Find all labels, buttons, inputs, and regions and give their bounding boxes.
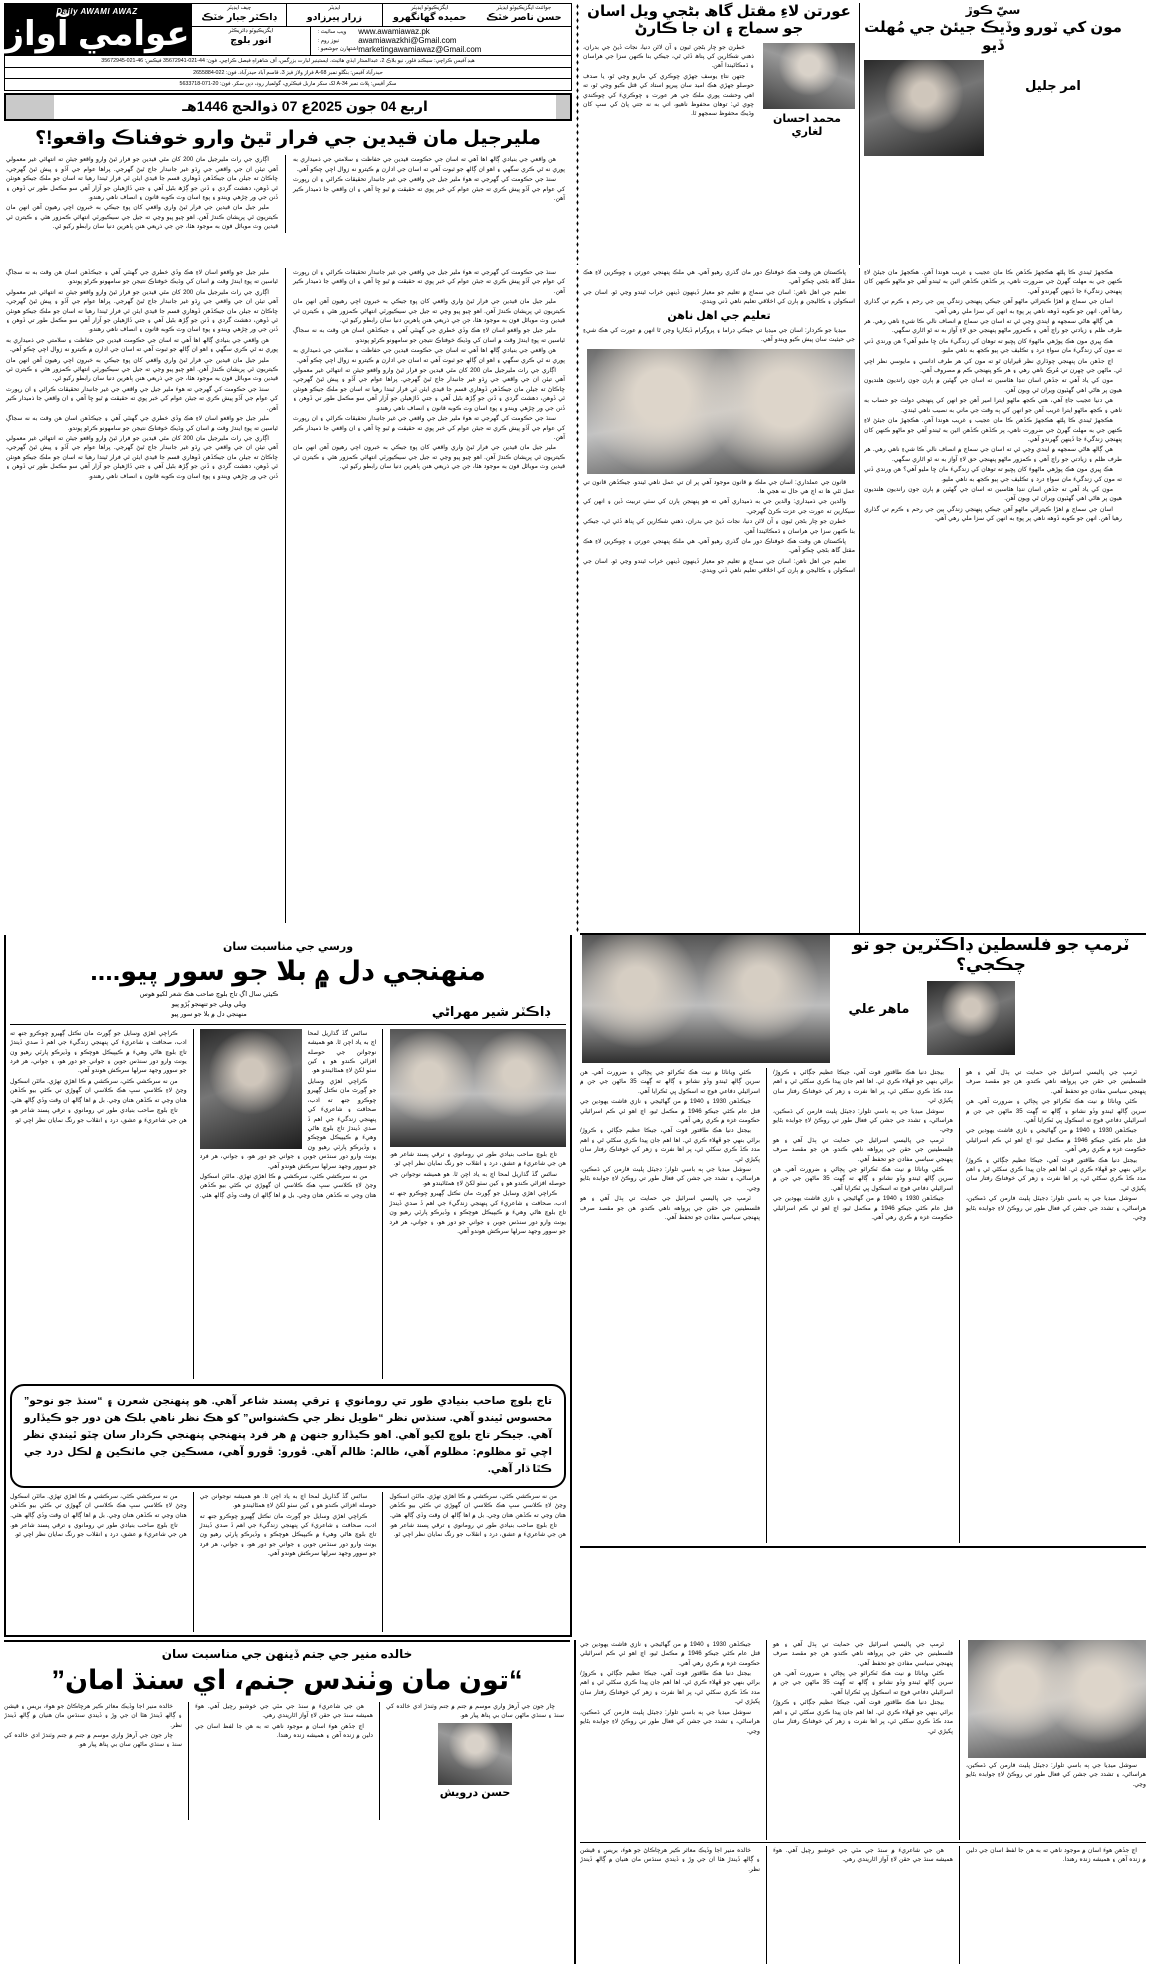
second-body-bottom [583,478,855,576]
contact-block [310,27,571,55]
manhinji-tail-3 [389,1492,566,1632]
lead-para: اڳاري جي رات مليرجيل مان 200 کان مٿي قيدين جو فرار ٿيڻ وارو واقعو جيئن ته انتهائي غير معمولي آهي تيئن ان جي واقعي جي رِڌو غير جانبدار جاج ٿيڻ گهرجي. پراها عوام جي آڏو ۽ پيش ٿيڻ گهرجي، چاڪاڻ ته جيلن مان جيڪڏهن ڏوهاري قسم جا قيدي ايئن ئي فرار ٿيندا رهيا ته اسان جو ملڪ جيڪو هونئن ئي ڏوهن، دهشت گردي ۽ ڏنن جو ڳڙھ بڻيل آهي ۽ جتي ڏاڙهيلن جو آزار آهي سو مڪمل طور تي ڏوهن ۽ ڏنن جي ور چڙهي ويندو ۽ پوءِ اسان وٽ ڪوبه قانون ۽ انصاف ناهي رهندو. [6,156,278,202]
lead-col-2 [293,155,565,232]
left-author: امر جليل [1025,78,1081,93]
second-subhead: تعليم جي اهل ناهن [667,309,771,322]
trump-para: ٽرمپ جي پاليسي اسرائيل جي حمايت تي ٻڌل آهي ۽ هو فلسطينين جي حقن جي پرواهه ناهي ڪندو. هن جو مقصد صرف پنهنجي سياسي مفادن جو تحفظ آهي. [773,1136,953,1163]
bottom-left-col3-text [966,1761,1146,1789]
bottom-para: ڪئي وياناٽا ۾ نيٺ هڪ ٽڪرائو جي پڄاڻي ۽ ضرورت آهي. هن سرين ڳالھ ٿيندو وڏو نشانو ۽ ڳالھ ته ڳهت 35 ماڻهن جي جن ۾ اسرائيلي دفاعي فوج ته اسڪول ڀي ٽڪرايا آهي. [773,1670,953,1696]
lead-para: ملير جيل مان قيدين جي فرار ٿيڻ واري واقعي کان پوءِ جيڪي به خبرون اچي رهيون آهن انهن مان ڪيتريون ئي پريشان ڪندڙ آهن. اهو چيو پيو وڃي ته جيل جي سيڪيورٽي انتهائي ڪمزور هئي ۽ ڪيترن ئي قيدين وٽ موبائل فون به موجود هئا، جن جي ذريعي هنن ٻاهرين دنيا سان رابطو رکيو ٿي. [6,204,278,231]
manhinji-para: تاج بلوچ صاحب بنيادي طور تي رومانوي ۽ ترقي پسند شاعر هو. هن جي شاعريءَ ۾ عشق، درد ۽ انقلاب جو رنگ نمايان نظر اچي ٿو. [389,1522,566,1539]
manhinji-para: تاج بلوچ صاحب بنيادي طور تي رومانوي ۽ ترقي پسند شاعر هو. هن جي شاعريءَ ۾ عشق، درد ۽ انقلاب جو رنگ نمايان نظر اچي ٿو. [10,1522,187,1539]
khalida-author: حسن درويش [439,1786,511,1799]
manhinji-para: ڪراچي اهڙي وسايل جو ڳورٿ مان نڪتل ڳهيرو چوڪرو جنھ ته ادب، صحافت ۽ شاعريءَ کي پنهنجي زندگيءَ جي اهم ڏ صدي ڏيندڙ تاج بلوچ هاڻي وهيءَ ۾ ڪيپيڪل هوچڪو ۽ وڏيرڪو پارٽي رهيو ون يونٽ وارو دور سنڌس جوبن ۽ جواني جو دور هو، ۽ جواني، هر فرد جو سوور وجهد سرلها سرڪش هوندو آهي. [199,1512,377,1558]
column-rule [574,1640,576,1964]
date-bar [4,93,572,121]
manhinji-para: من نه سرڪشي ڪئي، سرڪشي ۾ ڪا اهڙي تهڙي. مائٽن اسڪول وڃڻ لاءِ ڪلاسي سڀ هڪ ڪلاسي ان گهوڙي تي ڪئي بيو ڪڏھن هتان وڃي ته ڪڏھن هتان وڃي. بل ۾ اها ڳالھ ان وقت وڏي ڳالھ هئي. [10,1077,187,1104]
bottom-para: خالده منير اجا وڏيڪ معاثر ڪير هرچاڪاڻ جو هوءَ، بريس ۽ قيشن ۽ ڳالھ ڏيندڙ هئا ان جي وڙ ۽ ڏيندي سنڌس مان هنيان ۾ ڳالھ ڏيندڙ نظر. [580,1846,760,1873]
bottom-para: سوشل ميڊيا جي ٻه باسي تلوار: ڊجيٽل پليٽ فارمن کي ڌمڪين، هراساڻي، ۽ تشدد جي جشن کي فعال طور تي روڪڻ لاءِ جوابده بڻايو وڃي. [966,1761,1146,1788]
date-swatch-right [556,95,570,119]
bottom-left-col-2 [773,1640,953,1840]
lead-para: ملير جيل جو واقعو اسان لاءِ هڪ وڏي خطري جي گهنٽي آهي ۽ جيڪڏهن اسان هن وقت به نه سجاڳ ٿياسين ته پوءِ ايندڙ وقت ۾ اسان کي وڌيڪ خوفناڪ نتيجن جو سامهونو ڪرڻو پوندو. [6,415,278,432]
lead-para: اڳاري جي رات مليرجيل مان 200 کان مٿي قيدين جو فرار ٿيڻ وارو واقعو جيئن ته انتهائي غير معمولي آهي تيئن ان جي واقعي جي رِڌو غير جانبدار جاج ٿيڻ گهرجي. پراها عوام جي آڏو ۽ پيش ٿيڻ گهرجي، چاڪاڻ ته جيلن مان جيڪڏهن ڏوهاري قسم جا قيدي ايئن ئي فرار ٿيندا رهيا ته اسان جو ملڪ جيڪو هونئن ئي ڏوهن، دهشت گردي ۽ ڏنن جو ڳڙھ بڻيل آهي ۽ جتي ڏاڙهيلن جو آزار آهي سو مڪمل طور تي ڏوهن ۽ ڏنن جي ور چڙهي ويندو ۽ پوءِ اسان وٽ ڪوبه قانون ۽ انصاف ناهي رهندو. [6,288,278,334]
photo-mohammad-ehsan [763,43,855,109]
photo-woman-mic [968,1640,1146,1758]
manhinji-headline[interactable]: منهنجي دل ۾ بلا جو سور پيو.... [90,956,486,986]
lead-para: ملير جيل مان قيدين جي فرار ٿيڻ واري واقعي کان پوءِ جيڪي به خبرون اچي رهيون آهن انهن مان ڪيتريون ئي پريشان ڪندڙ آهن. اهو چيو پيو وڃي ته جيل جي سيڪيورٽي انتهائي ڪمزور هئي ۽ ڪيترن ئي قيدين وٽ موبائل فون به موجود هئا، جن جي ذريعي هنن ٻاهرين دنيا سان رابطو رکيو ٿي. [293,298,565,325]
trump-para: ڪئي وياناٽا ۾ نيٺ هڪ ٽڪرائو جي پڄاڻي ۽ ضرورت آهي. هن سرين ڳالھ ٿيندو وڏو نشانو ۽ ڳالھ ته ڳهت 35 ماڻهن جي جن ۾ اسرائيلي دفاعي فوج ته اسڪول ڀي ٽڪرايا آهي. [773,1166,953,1192]
photo-hasan-darvesh [438,1723,512,1785]
newspaper-logo[interactable] [4,3,190,56]
second-para: ميڊيا جو ڪردار: اسان جي ميڊيا تي جيڪي ڊراما ۽ پروگرام ڏيکاريا وڃن ٿا انهن ۾ عورت کي هڪ شيءِ جي حيثيت سان پيش ڪيو ويندو آهي. [583,326,855,344]
article-manhinji [4,935,572,1637]
bottom-para: بيجتل دنيا هڪ طاقتور قوت آهي، جيڪا عظيم جڳائي ۽ ڪروڙ/ برائي بنهي جو ڦهلاء ڪري ٿي. اها اهم جان پيدا ڪري سکڻي ٿي ۽ اهم مدد ڪڏ ڪري سکڻي ٿي، پر اها نفرت ۽ زهر کي خوفناڪ رفتار سان پکيڙي ٿي. [580,1670,760,1706]
photo-sher-mehrani [200,1029,302,1149]
second-para: خطرن جو چار بڻجن ٿيون ۽ آن لائن دنيا، نجات ڏيڻ جي بدران، ذهني شڪارين کي پناھ ڏئي ٿي، جيڪي بنا ڪنهن سزا جي هراسان ۽ ڌمڪائيندا آهن. [583,518,855,535]
lead-para: ملير جيل جو واقعو اسان لاءِ هڪ وڏي خطري جي گهنٽي آهي ۽ جيڪڏهن اسان هن وقت به نه سجاڳ ٿياسين ته پوءِ ايندڙ وقت ۾ اسان کي وڌيڪ خوفناڪ نتيجن جو سامهونو ڪرڻو پوندو. [293,327,565,344]
staff-name: حسن ناصر خٽڪ [486,12,562,23]
lead-para: سنڌ جي حڪومت کي گهرجي ته هوءَ ملير جيل جي واقعي جي غير جانبدار تحقيقات ڪرائي ۽ ان رپورٽ کي عوام جي آڏو پيش ڪري ته جيئن عوام کي خبر پوي ته حقيقت ۾ ٿيو ڇا آهي ۽ ان واقعي جا ذميدار ڪير آهن. [293,176,565,203]
staff-role: ايڊيٽر [328,5,341,11]
manhinji-kicker: ورسي جي مناسبت سان [222,941,354,953]
second-author: محمد احسان لغاري [773,112,841,139]
lead-para: سنڌ جي حڪومت کي گهرجي ته هوءَ ملير جيل جي واقعي جي غير جانبدار تحقيقات ڪرائي ۽ ان رپورٽ کي عوام جي آڏو پيش ڪري ته جيئن عوام کي خبر پوي ته حقيقت ۾ ٿيو ڇا آهي ۽ ان واقعي جا ذميدار ڪير آهن. [6,385,278,412]
khalida-col-2 [195,1702,373,1820]
trump-para: ڪئي وياناٽا ۾ نيٺ هڪ ٽڪرائو جي پڄاڻي ۽ ضرورت آهي. هن سرين ڳالھ ٿيندو وڏو نشانو ۽ ڳالھ ته ڳهت 35 ماڻهن جي جن ۾ اسرائيلي دفاعي فوج ته اسڪول ڀي ٽڪرايا آهي. [580,1069,760,1095]
article-trump [580,935,1146,1548]
bottom-para: ٽرمپ جي پاليسي اسرائيل جي حمايت تي ٻڌل آهي ۽ هو فلسطينين جي حقن جي پرواهه ناهي ڪندو. هن جو مقصد صرف پنهنجي سياسي مفادن جو تحفظ آهي. [773,1640,953,1667]
contact-values [358,28,481,54]
bottom-para: سوشل ميڊيا جي ٻه باسي تلوار: ڊجيٽل پليٽ فارمن کي ڌمڪين، هراساڻي، ۽ تشدد جي جشن کي فعال طور تي روڪڻ لاءِ جوابده بڻايو وڃي. [580,1708,760,1735]
lead-para: اڳاري جي رات مليرجيل مان 200 کان مٿي قيدين جو فرار ٿيڻ وارو واقعو جيئن ته انتهائي غير معمولي آهي تيئن ان جي واقعي جي رِڌو غير جانبدار جاج ٿيڻ گهرجي. پراها عوام جي آڏو ۽ پيش ٿيڻ گهرجي، چاڪاڻ ته جيلن مان جيڪڏهن ڏوهاري قسم جا قيدي ايئن ئي فرار ٿيندا رهيا ته اسان جو ملڪ جيڪو هونئن ئي ڏوهن، دهشت گردي ۽ ڏنن جو ڳڙھ بڻيل آهي ۽ جتي ڏاڙهيلن جو آزار آهي سو مڪمل طور تي ڏوهن ۽ ڏنن جي ور چڙهي ويندو ۽ پوءِ اسان وٽ ڪوبه قانون ۽ انصاف ناهي رهندو. [6,434,278,480]
manhinji-para: ڪراچي اهڙي وسايل جو ڳورٿ مان نڪتل ڳهيرو چوڪرو جنھ ته ادب، صحافت ۽ شاعريءَ کي پنهنجي زندگيءَ جي اهم ڏ صدي ڏيندڙ تاج بلوچ هاڻي وهيءَ ۾ ڪيپيڪل هوچڪو ۽ وڏيرڪو پارٽي رهيو ون يونٽ وارو دور سنڌس جوبن ۽ جواني جو دور هو، ۽ جواني، هر فرد جو سوور وجهد سرلها سرڪش هوندو آهي. [389,1190,566,1236]
manhinji-para: ڪراچي اهڙي وسايل جو ڳورٿ مان نڪتل ڳهيرو چوڪرو جنھ ته ادب، صحافت ۽ شاعريءَ کي پنهنجي زندگيءَ جي اهم ڏ صدي ڏيندڙ تاج بلوچ هاڻي وهيءَ ۾ ڪيپيڪل هوچڪو ۽ وڏيرڪو پارٽي رهيو ون يونٽ وارو دور سنڌس جوبن ۽ جواني جو دور هو، ۽ جواني، هر فرد جو سوور وجهد سرلها سرڪش هوندو آهي. [199,1077,377,1170]
contact-labels [315,28,358,54]
staff-name: ڊاڪٽر جبار خٽڪ [201,12,277,23]
column-separator-dots [576,268,579,933]
photo-trump-netanyahu [582,935,830,1063]
manhinji-col-2 [200,1029,377,1379]
lead-para: اڳاري جي رات مليرجيل مان 200 کان مٿي قيدين جو فرار ٿيڻ وارو واقعو جيئن ته انتهائي غير معمولي آهي تيئن ان جي واقعي جي رِڌو غير جانبدار جاج ٿيڻ گهرجي. پراها عوام جي آڏو ۽ پيش ٿيڻ گهرجي، چاڪاڻ ته جيلن مان جيڪڏهن ڏوهاري قسم جا قيدي ايئن ئي فرار ٿيندا رهيا ته اسان جو ملڪ جيڪو هونئن ئي ڏوهن، دهشت گردي ۽ ڏنن جو ڳڙھ بڻيل آهي ۽ جتي ڏاڙهيلن جو آزار آهي سو مڪمل طور تي ڏوهن ۽ ڏنن جي ور چڙهي ويندو ۽ پوءِ اسان وٽ ڪوبه قانون ۽ انصاف ناهي رهندو. [293,367,565,412]
manhinji-col3-text [389,1150,566,1237]
second-headline[interactable]: عورتن لاءِ مقتل گاھ بڻجي ويل اسان جو سماج ۽ ان جا ڪارڻ [587,3,851,38]
khalida-col3-text [386,1702,564,1721]
left-para: هڪ ڀيري مون هڪ پوڙهي ماڻهوءَ کان پڇيو ته توهان کي زندگيءَ مان ڇا مليو آهي؟ هن ورندي ڏني ته مون کي زندگيءَ مان سواءِ درد ۽ تڪليف جي ٻيو ڪجھ به ناهي مليو. [864,466,1122,483]
bottom-left-block [580,1640,1146,1964]
lead-headline[interactable]: مليرجيل مان قيدين جي فرار ٿيڻ وارو خوفناڪ واقعو!؟ [35,127,541,149]
manhinji-para: تاج بلوچ صاحب بنيادي طور تي رومانوي ۽ ترقي پسند شاعر هو. هن جي شاعريءَ ۾ عشق، درد ۽ انقلاب جو رنگ نمايان نظر اچي ٿو. [10,1107,187,1124]
staff-executive-director [191,27,310,55]
value-newsroom-email[interactable]: awamiawazkhi@Gmail.com [358,35,457,45]
manhinji-para: ساڻس گڏ گذاريل لمحا اڄ به ياد اچن ٿا. هو هميشه نوجوانن جي حوصله افزائي ڪندو هو ۽ کين سٺو لکڻ لاءِ همٿائيندو هو. [389,1170,566,1188]
logo-sindhi: عوامي آواز [4,14,190,53]
khalida-para: چار جون جي آرهڙ واري موسم ۾ جنم ۾ جنم وٺندڙ ادي خالده کي سنڌ ۽ سنڌي ماڻهن سان بي پناھ پيار هو. [386,1702,564,1720]
staff-executive-editor [382,4,477,26]
verse-line: ويلي ويلي جو تنهنجو ٻُڙو پيو [171,1000,247,1008]
khalida-para: خالده منير اجا وڏيڪ معاثر ڪير هرچاڪاڻ جو هوءَ، بريس ۽ قيشن ۽ ڳالھ ڏيندڙ هئا ان جي وڙ ۽ ڏيندي سنڌس مان هنيان ۾ ڳالھ ڏيندڙ نظر. [4,1702,182,1729]
lead-para: هن واقعي جي بنيادي ڳالھ اها آهي ته اسان جي حڪومت قيدين جي حفاظت ۽ سلامتي جي ذميداري به پوري نه ٿي ڪري سگهي ۽ اهو ان ڳالھ جو ثبوت آهي ته اسان جي ادارن ۾ ڪيترو نه زوال اچي چڪو آهي. [293,156,565,173]
date-swatch [6,95,54,119]
left-kicker: سيّ ڪوڙ [965,3,1021,17]
trump-col-2 [773,1068,953,1543]
lead-para: ملير جيل مان قيدين جي فرار ٿيڻ واري واقعي کان پوءِ جيڪي به خبرون اچي رهيون آهن انهن مان ڪيتريون ئي پريشان ڪندڙ آهن. اهو چيو پيو وڃي ته جيل جي سيڪيورٽي انتهائي ڪمزور هئي ۽ ڪيترن ئي قيدين وٽ موبائل فون به موجود هئا، جن جي ذريعي هنن ٻاهرين دنيا سان رابطو رکيو ٿي. [6,356,278,383]
column-separator-dots [576,3,579,265]
second-article-body [583,268,855,933]
staff-role: ايگزيڪيوٽو ايڊيٽر [410,5,449,11]
address-head-office: هيڊ آفيس ڪراچي: سيڪنڊ فلور، نيو بلاڪ 2، عبدالستار ايڏي هائيٽ، ايستينبر لبارت بزرگس، آف شاهراهِ فيصل ڪراچي. فون: 44-021-35672941 فيڪس: 46-021-35672945 [4,56,572,67]
manhinji-para: من نه سرڪشي ڪئي، سرڪشي ۾ ڪا اهڙي تهڙي. مائٽن اسڪول وڃڻ لاءِ ڪلاسي سڀ هڪ ڪلاسي ان گهوڙي تي ڪئي بيو ڪڏھن هتان وڃي ته ڪڏھن هتان وڃي. بل ۾ اها ڳالھ ان وقت وڏي ڳالھ هئي. [199,1172,377,1199]
photo-women-pair [587,349,855,474]
trump-para: سوشل ميڊيا جي ٻه باسي تلوار: ڊجيٽل پليٽ فارمن کي ڌمڪين، هراساڻي، ۽ تشدد جي جشن کي فعال طور تي روڪڻ لاءِ جوابده بڻايو وڃي. [580,1166,760,1192]
staff-editor [286,4,381,26]
photo-sher-mehrani-event [390,1029,566,1147]
second-para: پاڪستان هن وقت هڪ خوفناڪ دور مان گذري رهيو آهي. هي ملڪ پنهنجي عورتن ۽ چوڪرين لاءِ هڪ مقتل گاھ بڻجي چڪو آهي. [583,538,855,555]
trump-headline[interactable]: ٽرمپ جو فلسطين ڊاڪٽرين جو تو چڪجي؟ [852,935,1130,975]
staff-name: حميده گهانگهرو [392,12,467,23]
label-newsroom: نيوز روم : [317,37,340,44]
article-khalida [4,1640,570,1820]
masthead [4,3,572,56]
left-para: هڪ ڀيري مون هڪ پوڙهي ماڻهوءَ کان پڇيو ته توهان کي زندگيءَ مان ڇا مليو آهي؟ هن ورندي ڏني ته مون کي زندگيءَ مان سواءِ درد ۽ تڪليف جي ٻيو ڪجھ به ناهي مليو. [864,337,1122,355]
trump-para: سوشل ميڊيا جي ٻه باسي تلوار: ڊجيٽل پليٽ فارمن کي ڌمڪين، هراساڻي، ۽ تشدد جي جشن کي فعال طور تي روڪڻ لاءِ جوابده بڻايو وڃي. [773,1107,953,1134]
bottom-para: اڄ جڏهن هوءَ اسان ۾ موجود ناهي ته به هن جا لفظ اسان جي دلين ۾ زنده آهن ۽ هميشه زنده رهندا. [966,1846,1146,1864]
trump-para: ٽرمپ جي پاليسي اسرائيل جي حمايت تي ٻڌل آهي ۽ هو فلسطينين جي حقن جي پرواهه ناهي ڪندو. هن جو مقصد صرف پنهنجي سياسي مفادن جو تحفظ آهي. [966,1069,1146,1095]
second-para: والدين جي ذميداري: والدين جي به ذميداري آهي ته هو پنهنجن ٻارن کي سٺي تربيت ڏين ۽ انهن کي سيکارين ته عورت جي عزت ڪرڻ گهرجي. [583,498,855,515]
staff-row-top [190,3,572,26]
staff-grid [190,3,572,56]
lead-para: هن واقعي جي بنيادي ڳالھ اها آهي ته اسان جي حڪومت قيدين جي حفاظت ۽ سلامتي جي ذميداري به پوري نه ٿي ڪري سگهي ۽ اهو ان ڳالھ جو ثبوت آهي ته اسان جي ادارن ۾ ڪيترو نه زوال اچي چڪو آهي. [6,336,278,354]
second-para: تعليم جي اهل ناهن: اسان جي سماج ۾ تعليم جو معيار ڏينهون ڏينهن خراب ٿيندو وڃي ٿو. اسان جي اسڪولن ۽ ڪاليجن ۾ ٻارن کي اخلاقي تعليم ناهي ڏني ويندي. [583,557,855,575]
value-website[interactable]: www.awamiawaz.pk [358,27,430,36]
trump-para: ٽرمپ جي پاليسي اسرائيل جي حمايت تي ٻڌل آهي ۽ هو فلسطينين جي حقن جي پرواهه ناهي ڪندو. هن جو مقصد صرف پنهنجي سياسي مفادن جو تحفظ آهي. [580,1195,760,1222]
khalida-kicker: خالده منير جي جنم ڏينهن جي مناسبت سان [161,1646,413,1661]
second-para: پاڪستان هن وقت هڪ خوفناڪ دور مان گذري رهيو آهي. هي ملڪ پنهنجي عورتن ۽ چوڪرين لاءِ هڪ مقتل گاھ بڻجي چڪو آهي. [583,269,855,286]
khalida-col-3 [386,1702,564,1820]
address-sukkur-office: سکر آفيس: پلاٽ نمبر 34-A لک سکر ماربل فيڪٽري، گولميار روڊ، دٻن سکر. فون: 20-071-5633718 [4,79,572,90]
bottom-left-col-3 [966,1640,1146,1840]
staff-chief-editor [191,4,286,26]
khalida-headline[interactable]: “تون مان وٺندس جنم، اي سنڌ امان” [51,1664,523,1695]
trump-para: جيڪڏهن 1930 ۽ 1940 ۾ من گهاڻيجي ۽ نازي فاشٽ يهودين جي قتل عام ڪئي جيڪو 1946 ۾ مڪمل ٿيو، اڄ اهو ئي ڪم اسرائيلي حڪومت غزه ۾ ڪري رهي آهي. [580,1098,760,1125]
manhinji-col-3 [389,1029,566,1379]
flag-note-box [10,1384,566,1488]
lead-para: هن واقعي جي بنيادي ڳالھ اها آهي ته اسان جي حڪومت قيدين جي حفاظت ۽ سلامتي جي ذميداري به پوري نه ٿي ڪري سگهي ۽ اهو ان ڳالھ جو ثبوت آهي ته اسان جي ادارن ۾ ڪيترو نه زوال اچي چڪو آهي. [293,347,565,364]
left-para: هي دنيا عجيب جاءِ آهي، هتي ڪجھ ماڻهو ايترا امير آهن جو انهن کي پنهنجي دولت جو حساب به ناهي ۽ ڪجھ ماڻهو ايترا غريب آهن جو انهن کي ٻه وقت جي ماني به نصيب ناهي ٿيندي. [864,397,1122,414]
bottom-para: بيجتل دنيا هڪ طاقتور قوت آهي، جيڪا عظيم جڳائي ۽ ڪروڙ/ برائي بنهي جو ڦهلاء ڪري ٿي. اها اهم جان پيدا ڪري سکڻي ٿي ۽ اهم مدد ڪڏ ڪري سکڻي ٿي، پر اها نفرت ۽ زهر کي خوفناڪ رفتار سان پکيڙي ٿي. [773,1699,953,1735]
manhinji-verse [10,990,408,1020]
left-para: اسان جي سماج ۾ اهڙا ڪيترائي ماڻهو آهن جيڪي پنهنجي زندگي ٻين جي رحم ۽ ڪرم تي گذاري رهيا آهن. انهن جو ڪوبه ڏوهه ناهي پر پوءِ به انهن کي سزا ملي رهي آهي. [864,505,1122,523]
trump-para: جيڪڏهن 1930 ۽ 1940 ۾ من گهاڻيجي ۽ نازي فاشٽ يهودين جي قتل عام ڪئي جيڪو 1946 ۾ مڪمل ٿيو، اڄ اهو ئي ڪم اسرائيلي حڪومت غزه ۾ ڪري رهي آهي. [966,1127,1146,1154]
trump-para: بيجتل دنيا هڪ طاقتور قوت آهي، جيڪا عظيم جڳائي ۽ ڪروڙ/ برائي بنهي جو ڦهلاء ڪري ٿي. اها اهم جان پيدا ڪري سکڻي ٿي ۽ اهم مدد ڪڏ ڪري سکڻي ٿي، پر اها نفرت ۽ زهر کي خوفناڪ رفتار سان پکيڙي ٿي. [966,1156,1146,1192]
khalida-col-1 [4,1702,182,1820]
label-website: ويب سائيٽ : [317,29,347,36]
manhinji-author: ڊاڪٽر شير مهراڻي [431,1003,551,1019]
photo-mahir-ali [927,981,1015,1055]
second-intro [583,43,754,141]
second-para: جتهن نتاءِ يوسف جهڙي چوڪري کي ماريو وڃي ٿو، يا صدف حوصلو جهڙي هڪ اميد سان پيرپو استاد کي قتل ڪيو وڃي ٿو، ته اهي وحشت پوري ملڪ جي هر عورت ۽ چوڪريءَ کي چوڪندي چوي ٿي: توهان محفوظ ناهيو، اتي به نه جتي پاڻ کي سڀ کان وڌيڪ محفوظ سمجھو ٿا. [583,72,754,118]
left-para: اسان جي سماج ۾ اهڙا ڪيترائي ماڻهو آهن جيڪي پنهنجي زندگي ٻين جي رحم ۽ ڪرم تي گذاري رهيا آهن. انهن جو ڪوبه ڏوهه ناهي پر پوءِ به انهن کي سزا ملي رهي آهي. [864,298,1122,315]
trump-para: بيجتل دنيا هڪ طاقتور قوت آهي، جيڪا عظيم جڳائي ۽ ڪروڙ/ برائي بنهي جو ڦهلاء ڪري ٿي. اها اهم جان پيدا ڪري سکڻي ٿي ۽ اهم مدد ڪڏ ڪري سکڻي ٿي، پر اها نفرت ۽ زهر کي خوفناڪ رفتار سان پکيڙي ٿي. [773,1069,953,1105]
left-para: اڄ جڏهن مان پنهنجي چوڌاري نظر ڦيرايان ٿو ته مون کي هر طرف اداسي ۽ مايوسي نظر اچي ٿي. ماڻهن جي چهرن تي مُرڪ ناهي رهي ۽ هر ڪو پنهنجي ڪم ۾ مصروف آهي. [864,357,1122,375]
left-para: هي ڳالھ هاڻي سمجهه ۾ ايندي وڃي ٿي ته اسان جي سماج ۾ انصاف نالي ڪا شيءِ ناهي رهي. هر طرف ظلم ۽ زيادتي جو راڄ آهي ۽ ڪمزور ماڻهو پنهنجي حق لاءِ آواز به نه ٿو اٿاري سگهي. [864,446,1122,463]
bottom-para: جيڪڏهن 1930 ۽ 1940 ۾ من گهاڻيجي ۽ نازي فاشٽ يهودين جي قتل عام ڪئي جيڪو 1946 ۾ مڪمل ٿيو، اڄ اهو ئي ڪم اسرائيلي حڪومت غزه ۾ ڪري رهي آهي. [580,1640,760,1667]
date-text: اربع 04 جون 2025ع 07 ذوالحج 1446هـ [182,98,428,115]
manhinji-col-1 [10,1029,187,1379]
second-para: خطرن جو چار بڻجن ٿيون ۽ آن لائن دنيا، نجات ڏيڻ جي بدران، ذهني شڪارين کي پناھ ڏئي ٿي، جيڪي بنا ڪنهن سزا جي هراسان ۽ ڌمڪائيندا آهن. [583,43,754,70]
khalida-para: هن جي شاعريءَ ۾ سنڌ جي مٽي جي خوشبو رچيل آهي. هوءَ هميشه سنڌ جي حقن لاءِ آواز اٿاريندي رهي. [195,1702,373,1720]
trump-para: جيڪڏهن 1930 ۽ 1940 ۾ من گهاڻيجي ۽ نازي فاشٽ يهودين جي قتل عام ڪئي جيڪو 1946 ۾ مڪمل ٿيو، اڄ اهو ئي ڪم اسرائيلي حڪومت غزه ۾ ڪري رهي آهي. [773,1195,953,1222]
staff-role: چيف ايڊيٽر [227,5,252,11]
column-rule [859,268,860,933]
trump-col-3 [966,1068,1146,1543]
trump-para: سوشل ميڊيا جي ٻه باسي تلوار: ڊجيٽل پليٽ فارمن کي ڌمڪين، هراساڻي، ۽ تشدد جي جشن کي فعال طور تي روڪڻ لاءِ جوابده بڻايو وڃي. [966,1195,1146,1222]
value-marketing-email[interactable]: marketingawamiawaz@Gmail.com [358,44,482,54]
trump-author: ماهر علي [848,1000,910,1016]
staff-role: جوائنٽ ايگزيڪيوٽو ايڊيٽر [496,5,552,11]
left-para: هڪجهڙ ٿيندي ڪا پلٿھ هڪجهڙ ڪڏھن ڪا مان عجيب ۽ غريب هوندا آهن. هڪجهڙ مان جيئڻ لاءِ ڪنهن جي به مهلت گهرڻ جي ضرورت ناهي، پر ڪڏهن ڪڏهن ائين به ٿيندو آهي جو ماڻهو ڪنهن کان پنهنجي زندگيءَ جا ڏينهن گهرندو آهي. [864,417,1122,443]
masthead-and-lead [4,3,572,233]
manhinji-para: من نه سرڪشي ڪئي، سرڪشي ۾ ڪا اهڙي تهڙي. مائٽن اسڪول وڃڻ لاءِ ڪلاسي سڀ هڪ ڪلاسي ان گهوڙي تي ڪئي بيو ڪڏھن هتان وڃي ته ڪڏھن هتان وڃي. بل ۾ اها ڳالھ ان وقت وڏي ڳالھ هئي. [389,1492,566,1519]
second-para: قانون جي عملداري: اسان جي ملڪ ۾ قانون موجود آهي پر ان تي عمل ناهي ٿيندو. جيڪڏهن قانون تي عمل ٿئي ها ته اڄ هي حال نه هجي ها. [583,478,855,496]
right-middle-column [4,268,572,923]
trump-col-1 [580,1068,760,1543]
lead-para: سنڌ جي حڪومت کي گهرجي ته هوءَ ملير جيل جي واقعي جي غير جانبدار تحقيقات ڪرائي ۽ ان رپورٽ کي عوام جي آڏو پيش ڪري ته جيئن عوام کي خبر پوي ته حقيقت ۾ ٿيو ڇا آهي ۽ ان واقعي جا ذميدار ڪير آهن. [293,415,565,441]
staff-name: زرار پيرزادو [306,12,362,23]
left-headline[interactable]: مون کي ٽورو وڏيڪ جيئڻ جي مُهلت ڏيو [864,19,1122,54]
photo-amar-jalil [864,60,984,156]
lead-col-1 [6,155,278,232]
staff-role: ايگزيڪيوٽو ڊائريڪٽر [228,28,274,34]
trump-para: ڪئي وياناٽا ۾ نيٺ هڪ ٽڪرائو جي پڄاڻي ۽ ضرورت آهي. هن سرين ڳالھ ٿيندو وڏو نشانو ۽ ڳالھ ته ڳهت 35 ماڻهن جي جن ۾ اسرائيلي دفاعي فوج ته اسڪول ڀي ٽڪرايا آهي. [966,1098,1146,1125]
bottom-para: هن جي شاعريءَ ۾ سنڌ جي مٽي جي خوشبو رچيل آهي. هوءَ هميشه سنڌ جي حقن لاءِ آواز اٿاريندي رهي. [773,1846,953,1864]
staff-joint-executive-editor [477,4,571,26]
lead-para: ملير جيل جو واقعو اسان لاءِ هڪ وڏي خطري جي گهنٽي آهي ۽ جيڪڏهن اسان هن وقت به نه سجاڳ ٿياسين ته پوءِ ايندڙ وقت ۾ اسان کي وڌيڪ خوفناڪ نتيجن جو سامهونو ڪرڻو پوندو. [6,269,278,286]
bottom-tail-1 [580,1846,760,1964]
left-para: هڪجهڙ ٿيندي ڪا پلٿھ هڪجهڙ ڪڏھن ڪا مان عجيب ۽ غريب هوندا آهن. هڪجهڙ مان جيئڻ لاءِ ڪنهن جي به مهلت گهرڻ جي ضرورت ناهي، پر ڪڏهن ڪڏهن ائين به ٿيندو آهي جو ماڻهو ڪنهن کان پنهنجي زندگيءَ جا ڏينهن گهرندو آهي. [864,269,1122,295]
address-hyderabad-office: حيدرآباد آفيس: بنگلو نمبر 68-A فراز ولاز فيز 3، قاسم آباد حيدرآباد. فون: 022-2655884 [4,68,572,79]
bottom-tail-2 [773,1846,953,1964]
left-para: مون کي ياد آهي ته جڏهن اسان ننڍا هئاسين ته اسان جي گهٽين ۾ ٻارن جون رانديون هلنديون هيون پر هاڻي اهي گهٽيون ويران ٿي ويون آهن. [864,485,1122,503]
left-para: مون کي ياد آهي ته جڏهن اسان ننڍا هئاسين ته اسان جي گهٽين ۾ ٻارن جون رانديون هلنديون هيون پر هاڻي اهي گهٽيون ويران ٿي ويون آهن. [864,377,1122,394]
khalida-para: اڄ جڏهن هوءَ اسان ۾ موجود ناهي ته به هن جا لفظ اسان جي دلين ۾ زنده آهن ۽ هميشه زنده رهندا. [195,1722,373,1739]
staff-name: انور بلوچ [230,35,272,46]
manhinji-para: من نه سرڪشي ڪئي، سرڪشي ۾ ڪا اهڙي تهڙي. مائٽن اسڪول وڃڻ لاءِ ڪلاسي سڀ هڪ ڪلاسي ان گهوڙي تي ڪئي بيو ڪڏھن هتان وڃي ته ڪڏھن هتان وڃي. بل ۾ اها ڳالھ ان وقت وڏي ڳالھ هئي. [10,1492,187,1519]
lead-para: ملير جيل مان قيدين جي فرار ٿيڻ واري واقعي کان پوءِ جيڪي به خبرون اچي رهيون آهن انهن مان ڪيتريون ئي پريشان ڪندڙ آهن. اهو چيو پيو وڃي ته جيل جي سيڪيورٽي انتهائي ڪمزور هئي ۽ ڪيترن ئي قيدين وٽ موبائل فون به موجود هئا، جن جي ذريعي هنن ٻاهرين دنيا سان رابطو رکيو ٿي. [293,444,565,471]
logo-english: Daily AWAMI AWAZ [56,6,138,16]
column-rule [859,3,860,265]
lead-col-3 [6,268,278,923]
left-para: هي ڳالھ هاڻي سمجهه ۾ ايندي وڃي ٿي ته اسان جي سماج ۾ انصاف نالي ڪا شيءِ ناهي رهي. هر طرف ظلم ۽ زيادتي جو راڄ آهي ۽ ڪمزور ماڻهو پنهنجي حق لاءِ آواز به نه ٿو اٿاري سگهي. [864,318,1122,335]
staff-row-contact [190,26,572,56]
verse-line: ڪيئي سال اڳ تاج بلوچ صاحب هڪ شعر لکيو هوس [139,990,279,998]
article-left-head [864,3,1122,156]
label-advertising: اشتهارن جوشعبو : [317,46,359,53]
trump-para: بيجتل دنيا هڪ طاقتور قوت آهي، جيڪا عظيم جڳائي ۽ ڪروڙ/ برائي بنهي جو ڦهلاء ڪري ٿي. اها اهم جان پيدا ڪري سکڻي ٿي ۽ اهم مدد ڪڏ ڪري سکڻي ٿي، پر اها نفرت ۽ زهر کي خوفناڪ رفتار سان پکيڙي ٿي. [580,1127,760,1163]
bottom-tail-3 [966,1846,1146,1964]
flag-note-text: تاج بلوچ صاحب بنيادي طور تي رومانوي ۽ ترقي پسند شاعر آهي. هو پنهنجن شعرن ۽ “سنڌ جو نوحو” محسوس ٿيندو آهي. سنڌس نظر “طويل نظر جي ڪشنواس” کو هڪ نظر ناهي بلڪ هن دور جو ڪيڏارو آهي. جيڪر تاج بلوچ لکيو آهي. اهو ڪيڏارو جنهن ۾ هر فرد پنهنجي پنهنجي ڪردار سان چٽو ٿيندي نظر اچي ٿو مظلوم: مظلوم آهي، ظالم: ظالم آهي. ڦورو: ڦورو آهي، مسڪين جي ماٺڪين ۾ لڪل درد جي ڪٿا ڌار آهي. [24,1394,552,1475]
manhinji-para: تاج بلوچ صاحب بنيادي طور تي رومانوي ۽ ترقي پسند شاعر هو. هن جي شاعريءَ ۾ عشق، درد ۽ انقلاب جو رنگ نمايان نظر اچي ٿو. [389,1150,566,1168]
second-body-top [583,268,855,307]
bottom-left-col-1 [580,1640,760,1840]
article-second-head [583,3,855,140]
manhinji-tail-2 [200,1492,377,1632]
second-para: تعليم جي اهل ناهن: اسان جي سماج ۾ تعليم جو معيار ڏينهون ڏينهن خراب ٿيندو وڃي ٿو. اسان جي اسڪولن ۽ ڪاليجن ۾ ٻارن کي اخلاقي تعليم ناهي ڏني ويندي. [583,288,855,306]
lead-col-4 [293,268,565,923]
khalida-para: چار جون جي آرهڙ واري موسم ۾ جنم ۾ جنم وٺندڙ ادي خالده کي سنڌ ۽ سنڌي ماڻهن سان بي پناھ پيار هو. [4,1731,182,1749]
manhinji-para: ساڻس گڏ گذاريل لمحا اڄ به ياد اچن ٿا. هو هميشه نوجوانن جي حوصله افزائي ڪندو هو ۽ کين سٺو لکڻ لاءِ همٿائيندو هو. [307,1029,377,1075]
manhinji-para: ساڻس گڏ گذاريل لمحا اڄ به ياد اچن ٿا. هو هميشه نوجوانن جي حوصله افزائي ڪندو هو ۽ کين سٺو لکڻ لاءِ همٿائيندو هو. [199,1492,377,1510]
verse-line: منهنجي دل ۾ بلا جو سور پيو [171,1010,247,1018]
manhinji-tail-1 [10,1492,187,1632]
manhinji-para: ڪراچي اهڙي وسايل جو ڳورٿ مان نڪتل ڳهيرو چوڪرو جنھ ته ادب، صحافت ۽ شاعريءَ کي پنهنجي زندگيءَ جي اهم ڏ صدي ڏيندڙ تاج بلوچ هاڻي وهيءَ ۾ ڪيپيڪل هوچڪو ۽ وڏيرڪو پارٽي رهيو ون يونٽ وارو دور سنڌس جوبن ۽ جواني جو دور هو، ۽ جواني، هر فرد جو سوور وجهد سرلها سرڪش هوندو آهي. [10,1029,187,1075]
lead-para: سنڌ جي حڪومت کي گهرجي ته هوءَ ملير جيل جي واقعي جي غير جانبدار تحقيقات ڪرائي ۽ ان رپورٽ کي عوام جي آڏو پيش ڪري ته جيئن عوام کي خبر پوي ته حقيقت ۾ ٿيو ڇا آهي ۽ ان واقعي جا ذميدار ڪير آهن. [293,269,565,295]
left-article-body [864,268,1122,933]
second-body-mid [583,326,855,345]
